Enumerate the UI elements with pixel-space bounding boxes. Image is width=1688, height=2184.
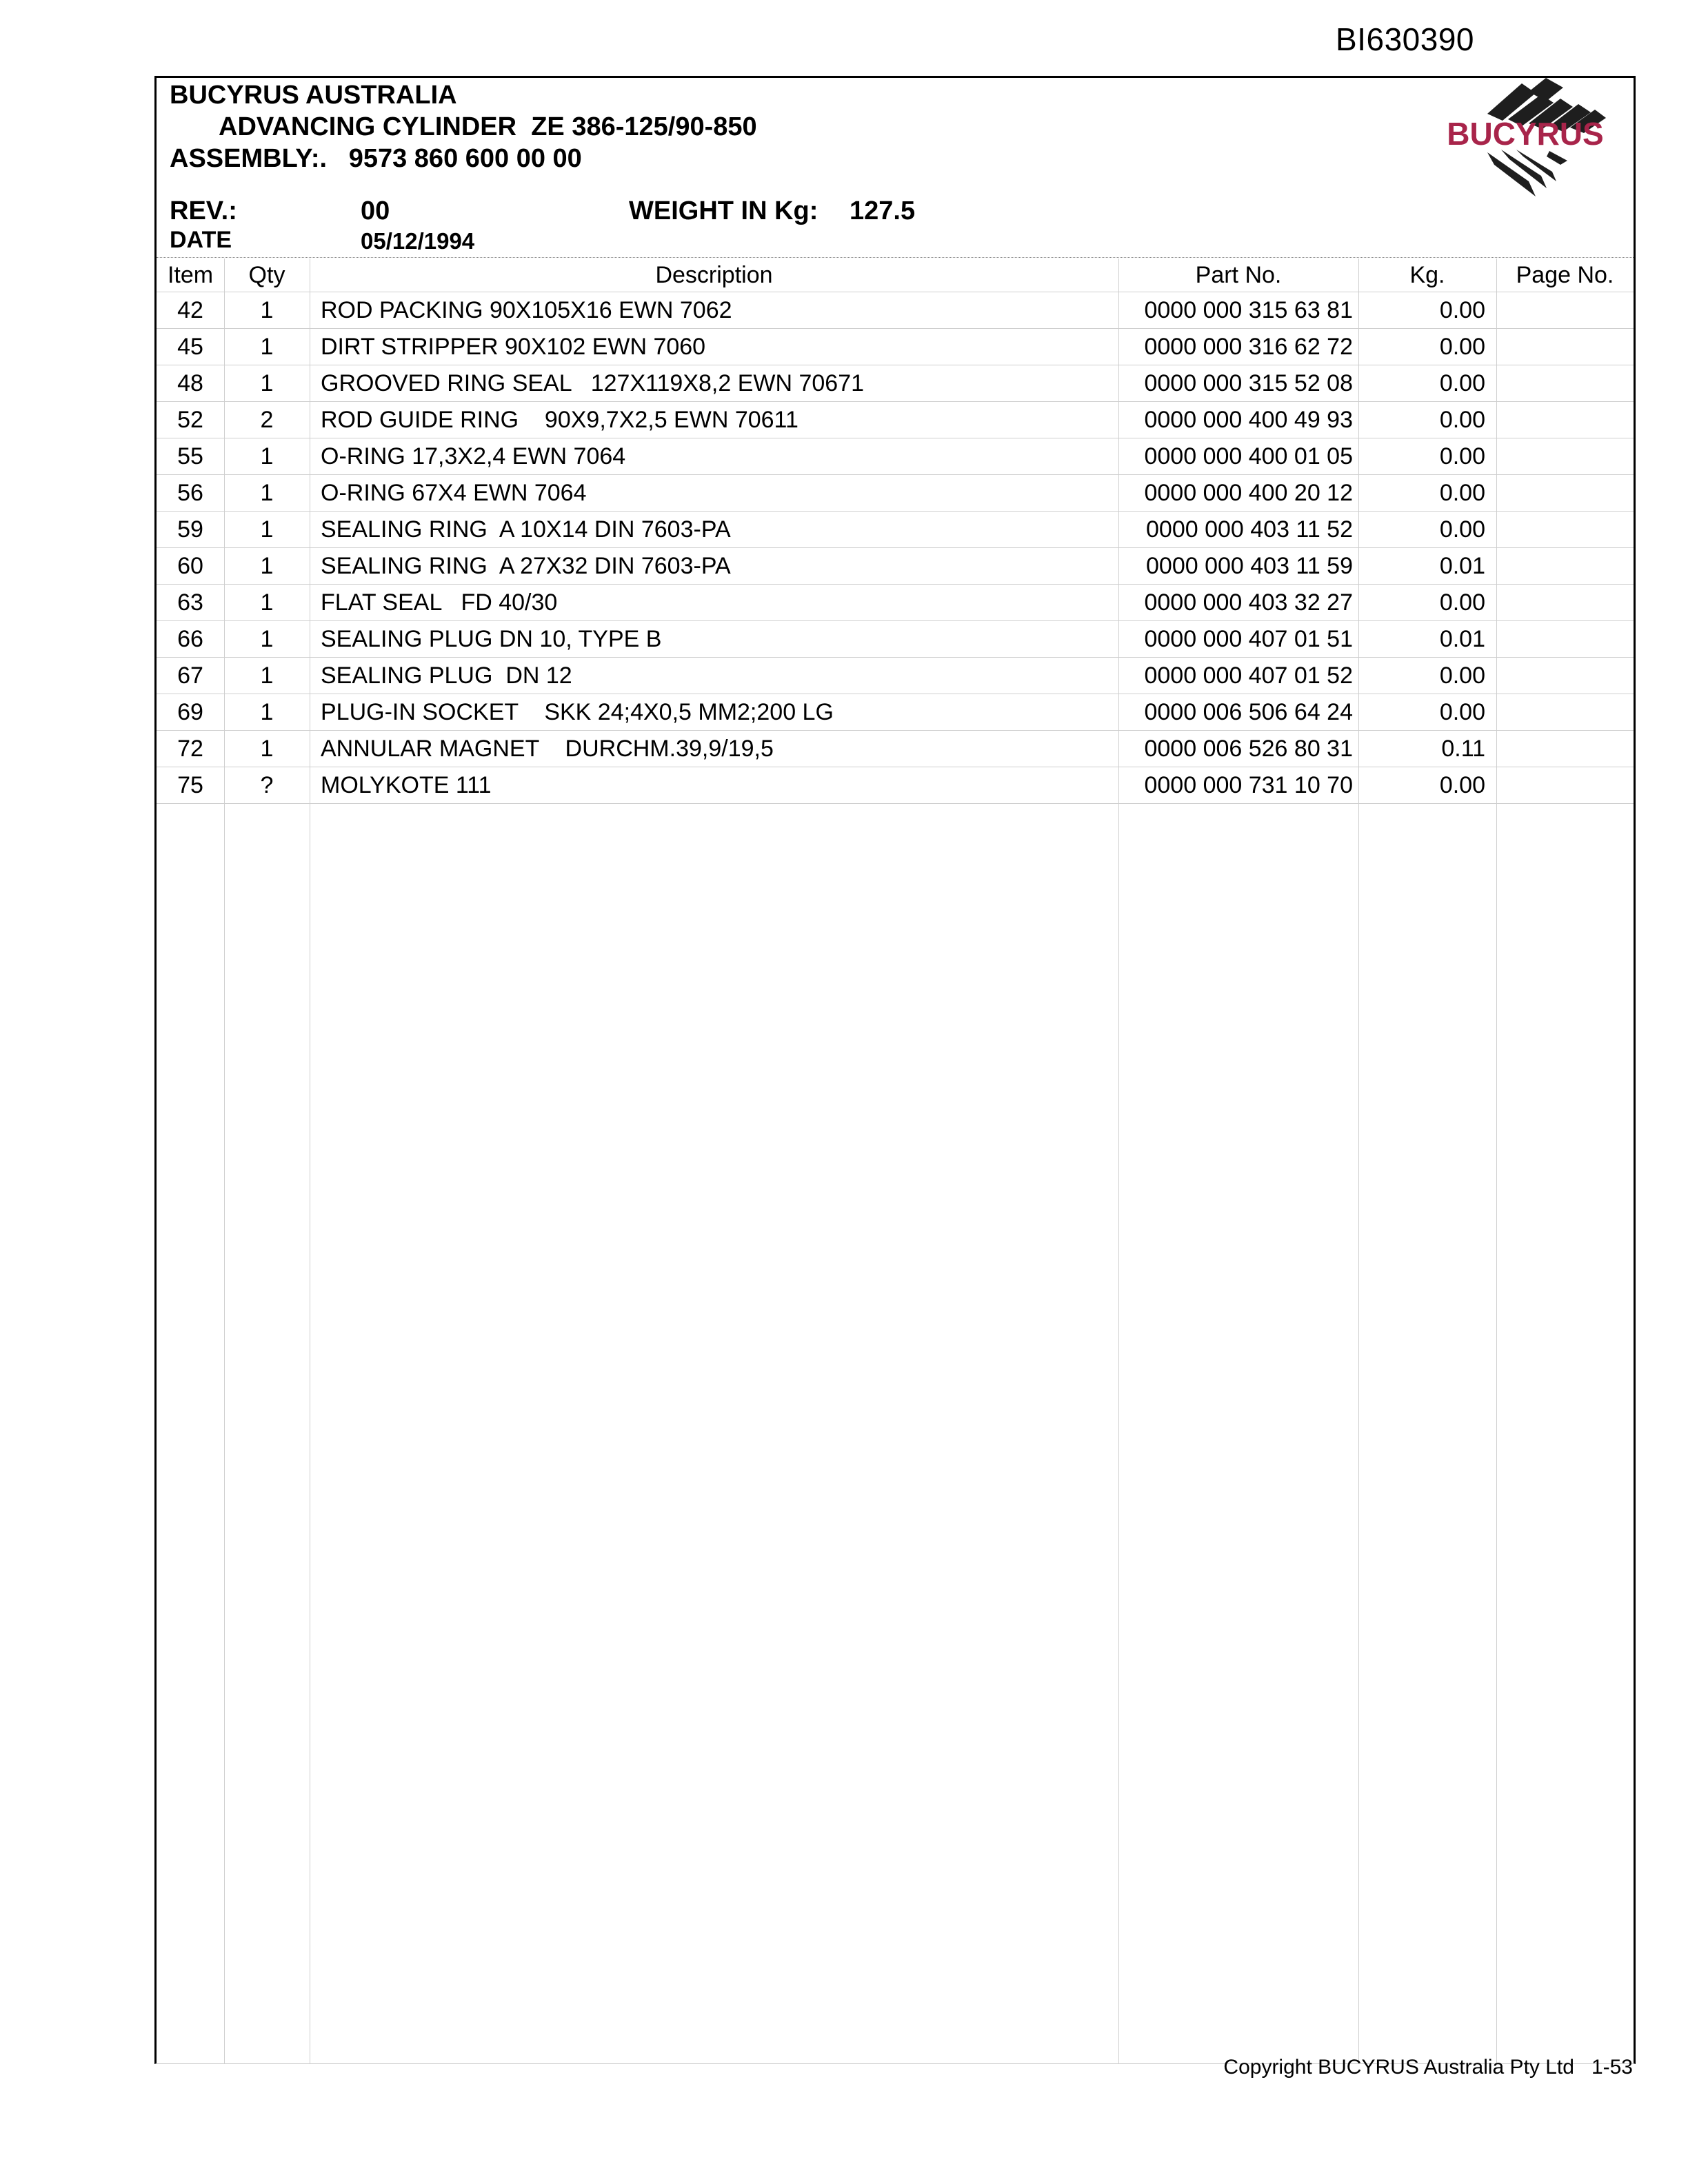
weight-cell: 0.01 xyxy=(1439,625,1485,652)
part-number-cell: 0000 000 731 10 70 xyxy=(1144,771,1353,798)
description-cell: SEALING PLUG DN 10, TYPE B xyxy=(321,625,662,652)
qty-cell: 1 xyxy=(260,370,274,396)
page-number-cell xyxy=(1496,548,1634,584)
part-number-cell: 0000 000 403 11 59 xyxy=(1146,552,1353,579)
table-row xyxy=(157,402,1634,438)
table-row xyxy=(157,475,1634,512)
description-cell: ROD GUIDE RING 90X9,7X2,5 EWN 70611 xyxy=(321,406,798,433)
column-header-kg: Kg. xyxy=(1409,261,1445,288)
page-number-cell xyxy=(1496,475,1634,511)
description-cell: MOLYKOTE 111 xyxy=(321,771,492,798)
page-number-cell xyxy=(1496,402,1634,438)
weight-cell: 0.00 xyxy=(1439,698,1485,725)
page-number-cell xyxy=(1496,438,1634,474)
page-number-cell xyxy=(1496,658,1634,694)
weight-cell: 0.00 xyxy=(1439,406,1485,433)
header-divider xyxy=(157,257,1634,258)
part-number-cell: 0000 000 316 62 72 xyxy=(1144,333,1353,360)
page-number-cell xyxy=(1496,292,1634,328)
item-cell: 52 xyxy=(177,406,203,433)
item-cell: 72 xyxy=(177,735,203,762)
assembly-number: ASSEMBLY:. 9573 860 600 00 00 xyxy=(170,144,582,173)
date-value: 05/12/1994 xyxy=(361,228,475,254)
weight-cell: 0.00 xyxy=(1439,443,1485,469)
description-cell: PLUG-IN SOCKET SKK 24;4X0,5 MM2;200 LG xyxy=(321,698,834,725)
description-cell: FLAT SEAL FD 40/30 xyxy=(321,589,558,616)
weight-cell: 0.00 xyxy=(1439,516,1485,543)
description-cell: SEALING PLUG DN 12 xyxy=(321,662,572,689)
qty-cell: 1 xyxy=(260,662,274,689)
qty-cell: 1 xyxy=(260,516,274,543)
page-number-cell xyxy=(1496,329,1634,365)
table-row xyxy=(157,658,1634,694)
part-number-cell: 0000 006 526 80 31 xyxy=(1144,735,1353,762)
description-cell: O-RING 17,3X2,4 EWN 7064 xyxy=(321,443,626,469)
page-number-cell xyxy=(1496,731,1634,767)
item-cell: 63 xyxy=(177,589,203,616)
part-number-cell: 0000 000 315 63 81 xyxy=(1144,296,1353,323)
item-cell: 69 xyxy=(177,698,203,725)
page-number-cell xyxy=(1496,767,1634,803)
part-number-cell: 0000 006 506 64 24 xyxy=(1144,698,1353,725)
weight-cell: 0.11 xyxy=(1441,735,1485,762)
item-cell: 66 xyxy=(177,625,203,652)
qty-cell: 1 xyxy=(260,443,274,469)
item-cell: 56 xyxy=(177,479,203,506)
qty-cell: 1 xyxy=(260,625,274,652)
table-row xyxy=(157,767,1634,804)
qty-cell: 2 xyxy=(260,406,274,433)
logo-wordmark: BUCYRUS xyxy=(1447,116,1604,152)
table-body xyxy=(157,292,1634,804)
qty-cell: 1 xyxy=(260,698,274,725)
table-row xyxy=(157,365,1634,402)
weight-cell: 0.00 xyxy=(1439,333,1485,360)
page-number-cell xyxy=(1496,585,1634,620)
weight-value: 127.5 xyxy=(850,196,916,225)
description-cell: DIRT STRIPPER 90X102 EWN 7060 xyxy=(321,333,706,360)
company-name: BUCYRUS AUSTRALIA xyxy=(170,81,457,110)
table-row xyxy=(157,731,1634,767)
table-row xyxy=(157,548,1634,585)
column-header-part-no: Part No. xyxy=(1195,261,1282,288)
description-cell: SEALING RING A 10X14 DIN 7603-PA xyxy=(321,516,731,543)
weight-cell: 0.00 xyxy=(1439,479,1485,506)
item-cell: 75 xyxy=(177,771,203,798)
part-number-cell: 0000 000 400 49 93 xyxy=(1144,406,1353,433)
weight-cell: 0.01 xyxy=(1439,552,1485,579)
part-number-cell: 0000 000 400 20 12 xyxy=(1144,479,1353,506)
part-number-cell: 0000 000 407 01 51 xyxy=(1144,625,1353,652)
table-row xyxy=(157,621,1634,658)
weight-cell: 0.00 xyxy=(1439,662,1485,689)
qty-cell: ? xyxy=(260,771,274,798)
item-cell: 59 xyxy=(177,516,203,543)
weight-cell: 0.00 xyxy=(1439,370,1485,396)
document-id: BI630390 xyxy=(1336,21,1474,57)
part-number-cell: 0000 000 400 01 05 xyxy=(1144,443,1353,469)
part-number-cell: 0000 000 403 11 52 xyxy=(1146,516,1353,543)
description-cell: GROOVED RING SEAL 127X119X8,2 EWN 70671 xyxy=(321,370,865,396)
qty-cell: 1 xyxy=(260,479,274,506)
item-cell: 42 xyxy=(177,296,203,323)
table-row xyxy=(157,512,1634,548)
qty-cell: 1 xyxy=(260,735,274,762)
table-row xyxy=(157,292,1634,329)
date-label: DATE xyxy=(170,227,232,253)
assembly-title: ADVANCING CYLINDER ZE 386-125/90-850 xyxy=(219,112,757,141)
description-cell: SEALING RING A 27X32 DIN 7603-PA xyxy=(321,552,731,579)
copyright-footer: Copyright BUCYRUS Australia Pty Ltd 1-53 xyxy=(1223,2056,1633,2079)
part-number-cell: 0000 000 407 01 52 xyxy=(1144,662,1353,689)
page-number-cell xyxy=(1496,365,1634,401)
parts-table xyxy=(157,259,1634,804)
description-cell: ANNULAR MAGNET DURCHM.39,9/19,5 xyxy=(321,735,774,762)
weight-cell: 0.00 xyxy=(1439,589,1485,616)
column-header-page-no: Page No. xyxy=(1516,261,1614,288)
rev-value: 00 xyxy=(361,196,390,225)
parts-list-frame xyxy=(154,76,1636,2064)
qty-cell: 1 xyxy=(260,333,274,360)
rev-label: REV.: xyxy=(170,196,237,225)
column-header-description: Description xyxy=(655,261,773,288)
page-number-cell xyxy=(1496,694,1634,730)
item-cell: 67 xyxy=(177,662,203,689)
item-cell: 55 xyxy=(177,443,203,469)
page-number-cell xyxy=(1496,512,1634,547)
item-cell: 45 xyxy=(177,333,203,360)
column-header-item: Item xyxy=(167,261,214,288)
qty-cell: 1 xyxy=(260,296,274,323)
item-cell: 60 xyxy=(177,552,203,579)
qty-cell: 1 xyxy=(260,589,274,616)
table-row xyxy=(157,438,1634,475)
weight-cell: 0.00 xyxy=(1439,771,1485,798)
table-row xyxy=(157,329,1634,365)
bucyrus-logo xyxy=(1425,78,1625,202)
description-cell: O-RING 67X4 EWN 7064 xyxy=(321,479,587,506)
part-number-cell: 0000 000 315 52 08 xyxy=(1144,370,1353,396)
qty-cell: 1 xyxy=(260,552,274,579)
weight-cell: 0.00 xyxy=(1439,296,1485,323)
part-number-cell: 0000 000 403 32 27 xyxy=(1144,589,1353,616)
column-header-qty: Qty xyxy=(248,261,285,288)
table-row xyxy=(157,585,1634,621)
table-header-row xyxy=(157,259,1634,292)
item-cell: 48 xyxy=(177,370,203,396)
description-cell: ROD PACKING 90X105X16 EWN 7062 xyxy=(321,296,732,323)
table-row xyxy=(157,694,1634,731)
weight-label: WEIGHT IN Kg: xyxy=(629,196,818,225)
page-number-cell xyxy=(1496,621,1634,657)
